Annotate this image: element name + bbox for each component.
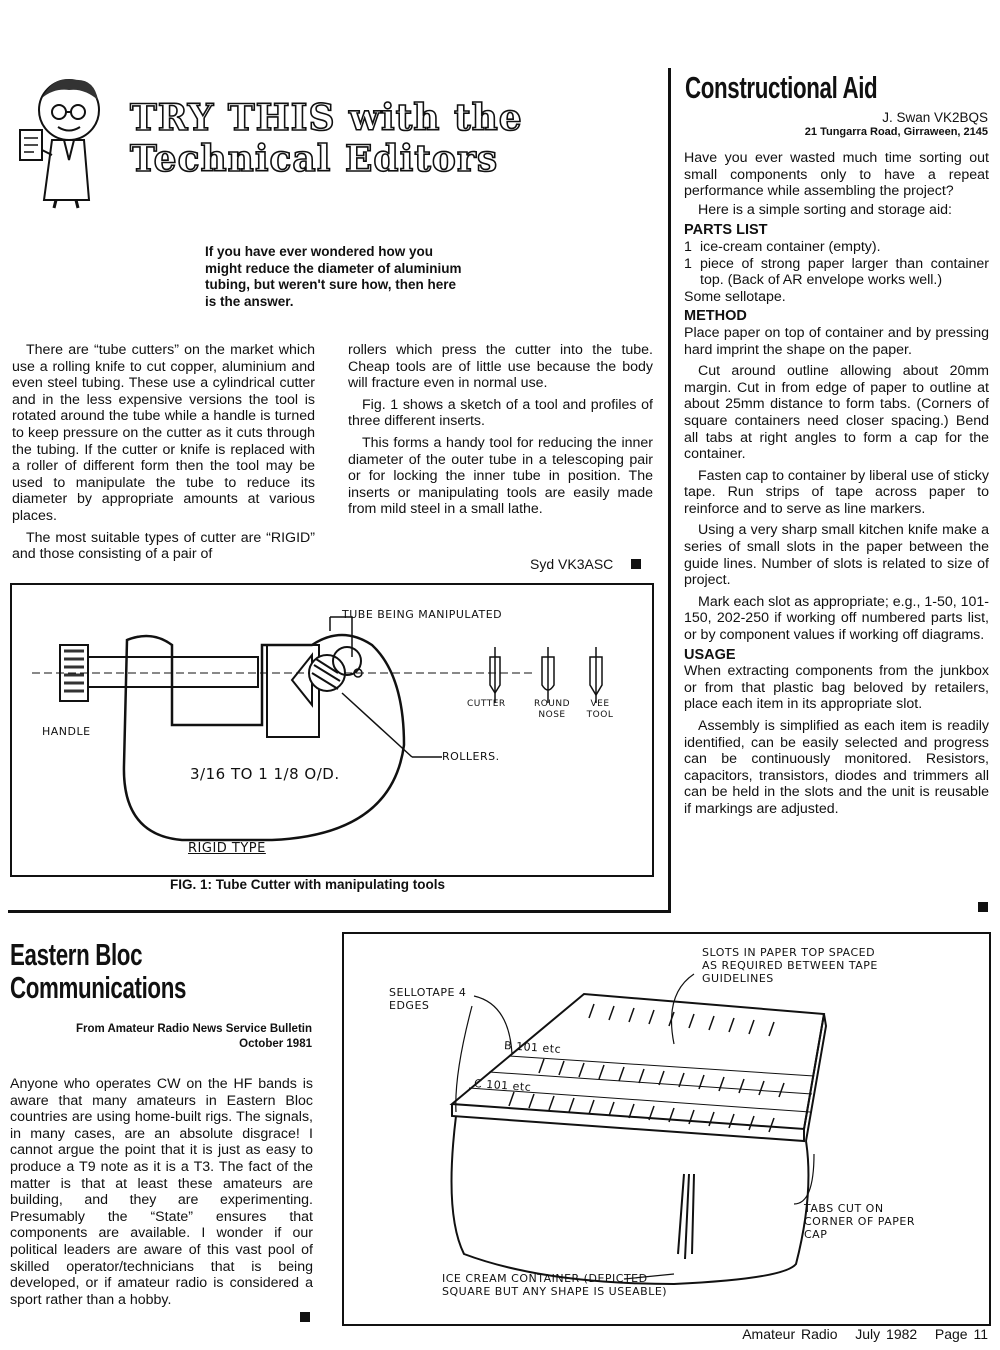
constructional-author: J. Swan VK2BQS [882, 110, 988, 125]
figure-1-caption: FIG. 1: Tube Cutter with manipulating tools [170, 877, 445, 892]
constructional-aid-title: Constructional Aid [685, 70, 878, 105]
label-round-nose: ROUND NOSE [533, 699, 571, 720]
parts-list-heading: PARTS LIST [684, 222, 768, 239]
paragraph: Mark each slot as appropriate; e.g., 1-50, 101-150, 202-250 if working off numbered parts list, or by component values if working off diagrams. [684, 593, 990, 644]
row-label-b: B 101 etc [503, 1039, 562, 1056]
label-tube-being-manipulated: TUBE BEING MANIPULATED [342, 608, 503, 621]
tube-cutter-drawing [12, 585, 652, 875]
paragraph: There are “tube cutters” on the market which use a rolling knife to cut copper, aluminium and even steel tubing. These use a cylindrical cutter and in the less expensive versions the tool is rotated around the tube while a handle is turned to keep pressure on the cutter as it cuts through the tubing. If the cutter or knife is replaced with a roller of different form then the tool may be used to manipulate the tube to reduce its diameter by appropriate amounts at various places. [12, 342, 315, 524]
end-mark-icon [300, 1312, 310, 1322]
try-this-title [130, 98, 570, 180]
eastern-bloc-title [10, 938, 186, 1004]
list-item: 1 ice-cream container (empty). [684, 238, 881, 255]
label-sellotape: SELLOTAPE 4 EDGES [389, 986, 467, 1012]
label-size-range: 3/16 TO 1 1/8 O/D. [190, 765, 340, 783]
label-slots: SLOTS IN PAPER TOP SPACED AS REQUIRED BETWEEN TAPE GUIDELINES [702, 946, 878, 985]
eastern-bloc-title-line1: Eastern Bloc [10, 937, 143, 972]
try-this-title-line2: Technical Editors [130, 138, 499, 180]
round-nose-insert-icon [542, 647, 554, 703]
usage-heading: USAGE [684, 646, 736, 663]
paragraph: The most suitable types of cutter are “RIGID” and those consisting of a pair of [12, 529, 315, 563]
try-this-author [530, 556, 641, 572]
try-this-title-line1: TRY THIS with the [130, 97, 523, 139]
try-this-column-2 [348, 342, 653, 523]
label-vee-tool: VEE TOOL [586, 699, 614, 720]
vee-tool-insert-icon [590, 647, 602, 703]
sketch-frame [342, 932, 991, 1326]
paragraph: This forms a handy tool for reducing the inner diameter of the outer tube in a telescoping pair or for locking the inner tube in position. The inserts or manipulating tools are easily made from mild steel in a small lathe. [348, 434, 653, 518]
issue-date: July 1982 [855, 1326, 918, 1342]
paragraph: Fig. 1 shows a sketch of a tool and profiles of three different inserts. [348, 396, 653, 430]
eastern-bloc-title-line2: Communications [10, 970, 187, 1005]
paragraph: Fasten cap to container by liberal use of sticky tape. Run strips of tape across paper to reinforce and to serve as line markers. [684, 467, 989, 517]
paragraph: Some sellotape. [684, 288, 786, 305]
paragraph: Have you ever wasted much time sorting out small components only to have a repeat performance while assembling the project? [684, 150, 989, 200]
try-this-column-1 [12, 342, 315, 563]
label-tabs: TABS CUT ON CORNER OF PAPER CAP [804, 1202, 915, 1241]
constructional-address: 21 Tungarra Road, Girraween, 2145 [804, 126, 988, 138]
try-this-intro: If you have ever wondered how you might reduce the diameter of aluminium tubing, but weren't sure how, then here is the answer. [205, 244, 462, 309]
source-date: October 1981 [239, 1038, 312, 1050]
column-divider [668, 68, 671, 913]
page-number: Page 11 [934, 1326, 988, 1342]
label-container: ICE CREAM CONTAINER (DEPICTED SQUARE BUT ANY SHAPE IS USEABLE) [442, 1272, 668, 1298]
label-rigid-type: RIGID TYPE [188, 841, 266, 856]
author-name: Syd VK3ASC [530, 556, 614, 572]
cartoon-mascot-image [14, 70, 114, 210]
paragraph: rollers which press the cutter into the tube. Cheap tools are of little use because the body will fracture even in normal use. [348, 342, 653, 392]
paragraph: Anyone who operates CW on the HF bands is aware that many amateurs in Eastern Bloc countries are using home-built rigs. The signals, in many cases, are an absolute disgrace! I cannot argue the point that it is just as easy to produce a T9 note as it is a T3. The fact of the matter is that at least these amateurs are building, and they are experimenting. Presumably the “State” ensures that components are available. I wonder if our political leaders are aware of this vast pool of skilled operator/technicians that is being developed, or if amateur radio is considered a sport rather than a hobby. [10, 1076, 313, 1308]
label-rollers: ROLLERS. [442, 750, 500, 763]
paragraph: Cut around outline allowing about 20mm margin. Cut in from edge of paper to outline at about 25mm distance to form tabs. (Corners of square containers need closer spacing.) Bend all tabs at right angles to form a cap for the container. [684, 363, 989, 463]
page-footer [742, 1326, 988, 1342]
section-divider [8, 910, 671, 913]
figure-1-frame [10, 583, 654, 877]
paragraph: Place paper on top of container and by pressing hard imprint the shape on the paper. [684, 324, 989, 358]
paragraph: Assembly is simplified as each item is readily identified, can be easily selected and progress can be continuously monitored. Resistors, capacitors, transistors, diodes and trimmers all can be held in the slots and the unit is reusable if markings are adjusted. [684, 718, 989, 817]
cutter-insert-icon [490, 647, 500, 703]
publication-name: Amateur Radio [742, 1326, 838, 1342]
row-label-c: C 101 etc [473, 1077, 532, 1094]
label-cutter: CUTTER [467, 699, 506, 709]
source-line: From Amateur Radio News Service Bulletin [75, 1023, 312, 1035]
method-heading: METHOD [684, 308, 747, 325]
end-mark-icon [631, 559, 641, 569]
eastern-bloc-source [76, 1022, 312, 1052]
paragraph: Using a very sharp small kitchen knife make a series of small slots in the paper between the guide lines. Number of slots is related to size of project. [684, 522, 989, 589]
list-item: 1 piece of strong paper larger than container top. (Back of AR envelope works well.) [684, 255, 989, 289]
parts-list [684, 239, 989, 289]
constructional-body [684, 150, 989, 818]
paragraph: When extracting components from the junkbox or from that plastic bag beloved by retailers, place each item in its appropriate slot. [684, 663, 989, 713]
end-mark-icon [978, 902, 988, 912]
paragraph: Here is a simple sorting and storage aid: [698, 201, 952, 218]
eastern-bloc-body [10, 1076, 313, 1308]
label-handle: HANDLE [42, 725, 91, 738]
